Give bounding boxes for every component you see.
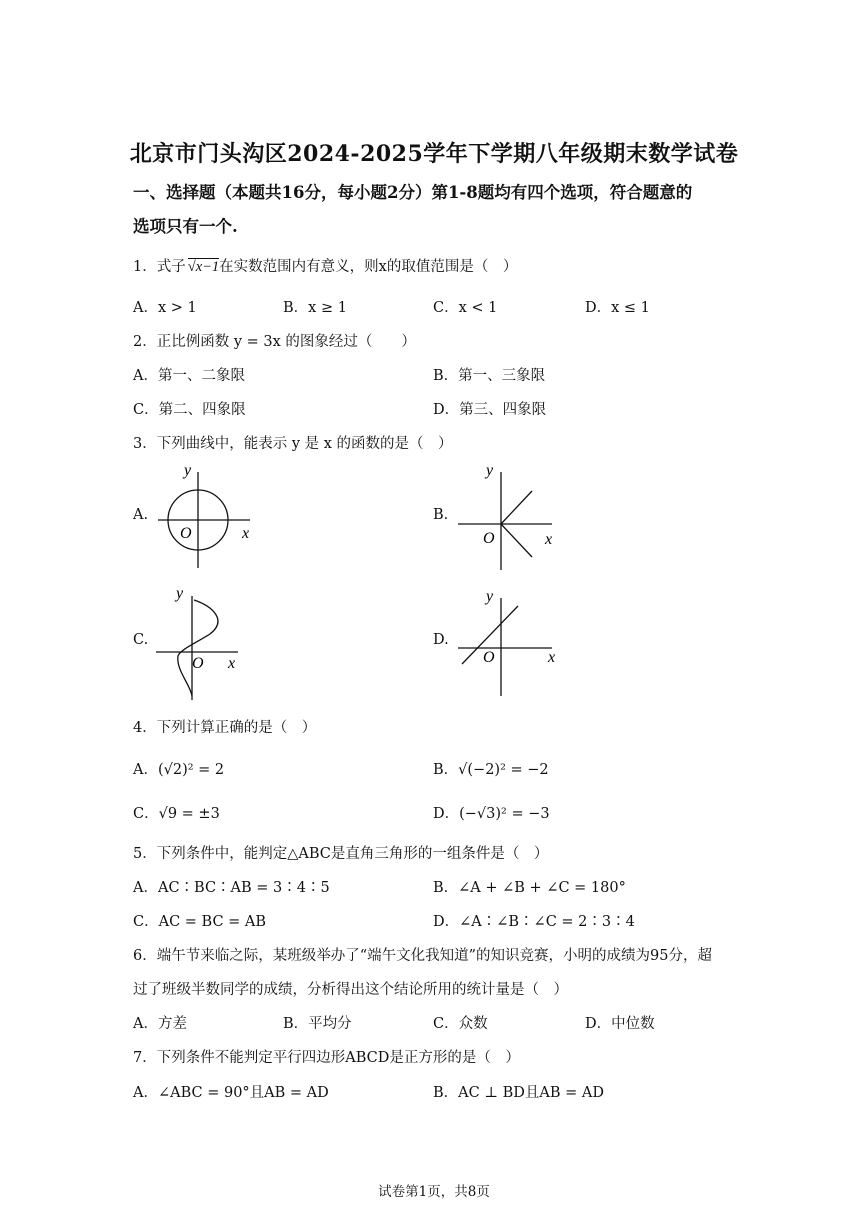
question-2-option-a: A．第一、二象限 xyxy=(133,368,245,384)
graph-a-x-label: x xyxy=(242,525,250,542)
question-5-option-c: C．AC = BC = AB xyxy=(133,914,267,930)
graph-b-y-label: y xyxy=(486,462,494,479)
graph-a-circle xyxy=(150,458,260,573)
page-footer: 试卷第1页，共8页 xyxy=(378,1184,490,1200)
section-heading-line2: 选项只有一个. xyxy=(133,217,238,236)
page-title: 北京市门头沟区2024-2025学年下学期八年级期末数学试卷 xyxy=(129,141,739,167)
question-2-option-c: C．第二、四象限 xyxy=(133,402,246,418)
question-5-stem: 5．下列条件中，能判定△ABC是直角三角形的一组条件是（ ） xyxy=(133,846,549,862)
question-4-option-b: B．√(−2)² = −2 xyxy=(433,762,549,778)
question-1-option-d: D．x ≤ 1 xyxy=(585,300,650,316)
question-1-stem xyxy=(133,255,517,276)
graph-a-y-label: y xyxy=(184,462,192,479)
question-3-label-b: B. xyxy=(433,507,449,523)
graph-d-origin-label: O xyxy=(483,649,495,666)
question-6-option-b: B．平均分 xyxy=(283,1016,352,1032)
question-3-label-c: C. xyxy=(133,632,149,648)
question-6-option-d: D．中位数 xyxy=(585,1016,655,1032)
question-5-option-b: B．∠A + ∠B + ∠C = 180° xyxy=(433,880,626,896)
question-3-stem: 3．下列曲线中，能表示 y 是 x 的函数的是（ ） xyxy=(133,436,453,452)
question-4-option-a: A．(√2)² = 2 xyxy=(133,762,225,778)
graph-b-origin-label: O xyxy=(483,530,495,547)
question-1-option-c: C．x < 1 xyxy=(433,300,498,316)
graph-c-origin-label: O xyxy=(192,655,204,672)
question-4-stem: 4．下列计算正确的是（ ） xyxy=(133,720,317,736)
graph-c-s-curve xyxy=(150,582,260,702)
question-7-option-a: A．∠ABC = 90°且AB = AD xyxy=(133,1085,329,1101)
question-5-option-a: A．AC∶BC∶AB = 3∶4∶5 xyxy=(133,880,330,896)
question-1-radical: √x−1 xyxy=(187,259,220,275)
graph-d-y-label: y xyxy=(486,588,494,605)
question-7-option-b: B．AC ⊥ BD且AB = AD xyxy=(433,1085,604,1101)
question-2-stem: 2．正比例函数 y = 3x 的图象经过（ ） xyxy=(133,334,416,350)
question-4-option-c: C．√9 = ±3 xyxy=(133,806,220,822)
question-2-option-b: B．第一、三象限 xyxy=(433,368,546,384)
graph-c-x-label: x xyxy=(228,655,236,672)
graph-d-line xyxy=(452,584,567,699)
graph-b-v-shape xyxy=(452,458,567,573)
question-6-stem-line2: 过了班级半数同学的成绩，分析得出这个结论所用的统计量是（ ） xyxy=(133,982,568,998)
graph-a-origin-label: O xyxy=(180,525,192,542)
question-6-option-c: C．众数 xyxy=(433,1016,488,1032)
question-1-stem-pre: 1．式子 xyxy=(133,259,186,275)
graph-b-x-label: x xyxy=(545,531,553,548)
question-1-option-a: A．x > 1 xyxy=(133,300,197,316)
question-1-stem-post: 在实数范围内有意义，则x的取值范围是（ ） xyxy=(219,259,518,275)
question-3-label-a: A. xyxy=(133,507,149,523)
section-heading-line1: 一、选择题（本题共16分，每小题2分）第1-8题均有四个选项，符合题意的 xyxy=(133,183,693,202)
question-6-stem-line1: 6．端午节来临之际，某班级举办了“端午文化我知道”的知识竞赛，小明的成绩为95分，超 xyxy=(133,948,712,964)
graph-c-y-label: y xyxy=(176,585,184,602)
question-6-option-a: A．方差 xyxy=(133,1016,187,1032)
question-7-stem: 7．下列条件不能判定平行四边形ABCD是正方形的是（ ） xyxy=(133,1050,520,1066)
question-4-option-d: D．(−√3)² = −3 xyxy=(433,806,550,822)
question-5-option-d: D．∠A∶∠B∶∠C = 2∶3∶4 xyxy=(433,914,635,930)
question-2-option-d: D．第三、四象限 xyxy=(433,402,547,418)
question-1-option-b: B．x ≥ 1 xyxy=(283,300,347,316)
graph-d-x-label: x xyxy=(548,649,556,666)
question-3-label-d: D. xyxy=(433,632,449,648)
